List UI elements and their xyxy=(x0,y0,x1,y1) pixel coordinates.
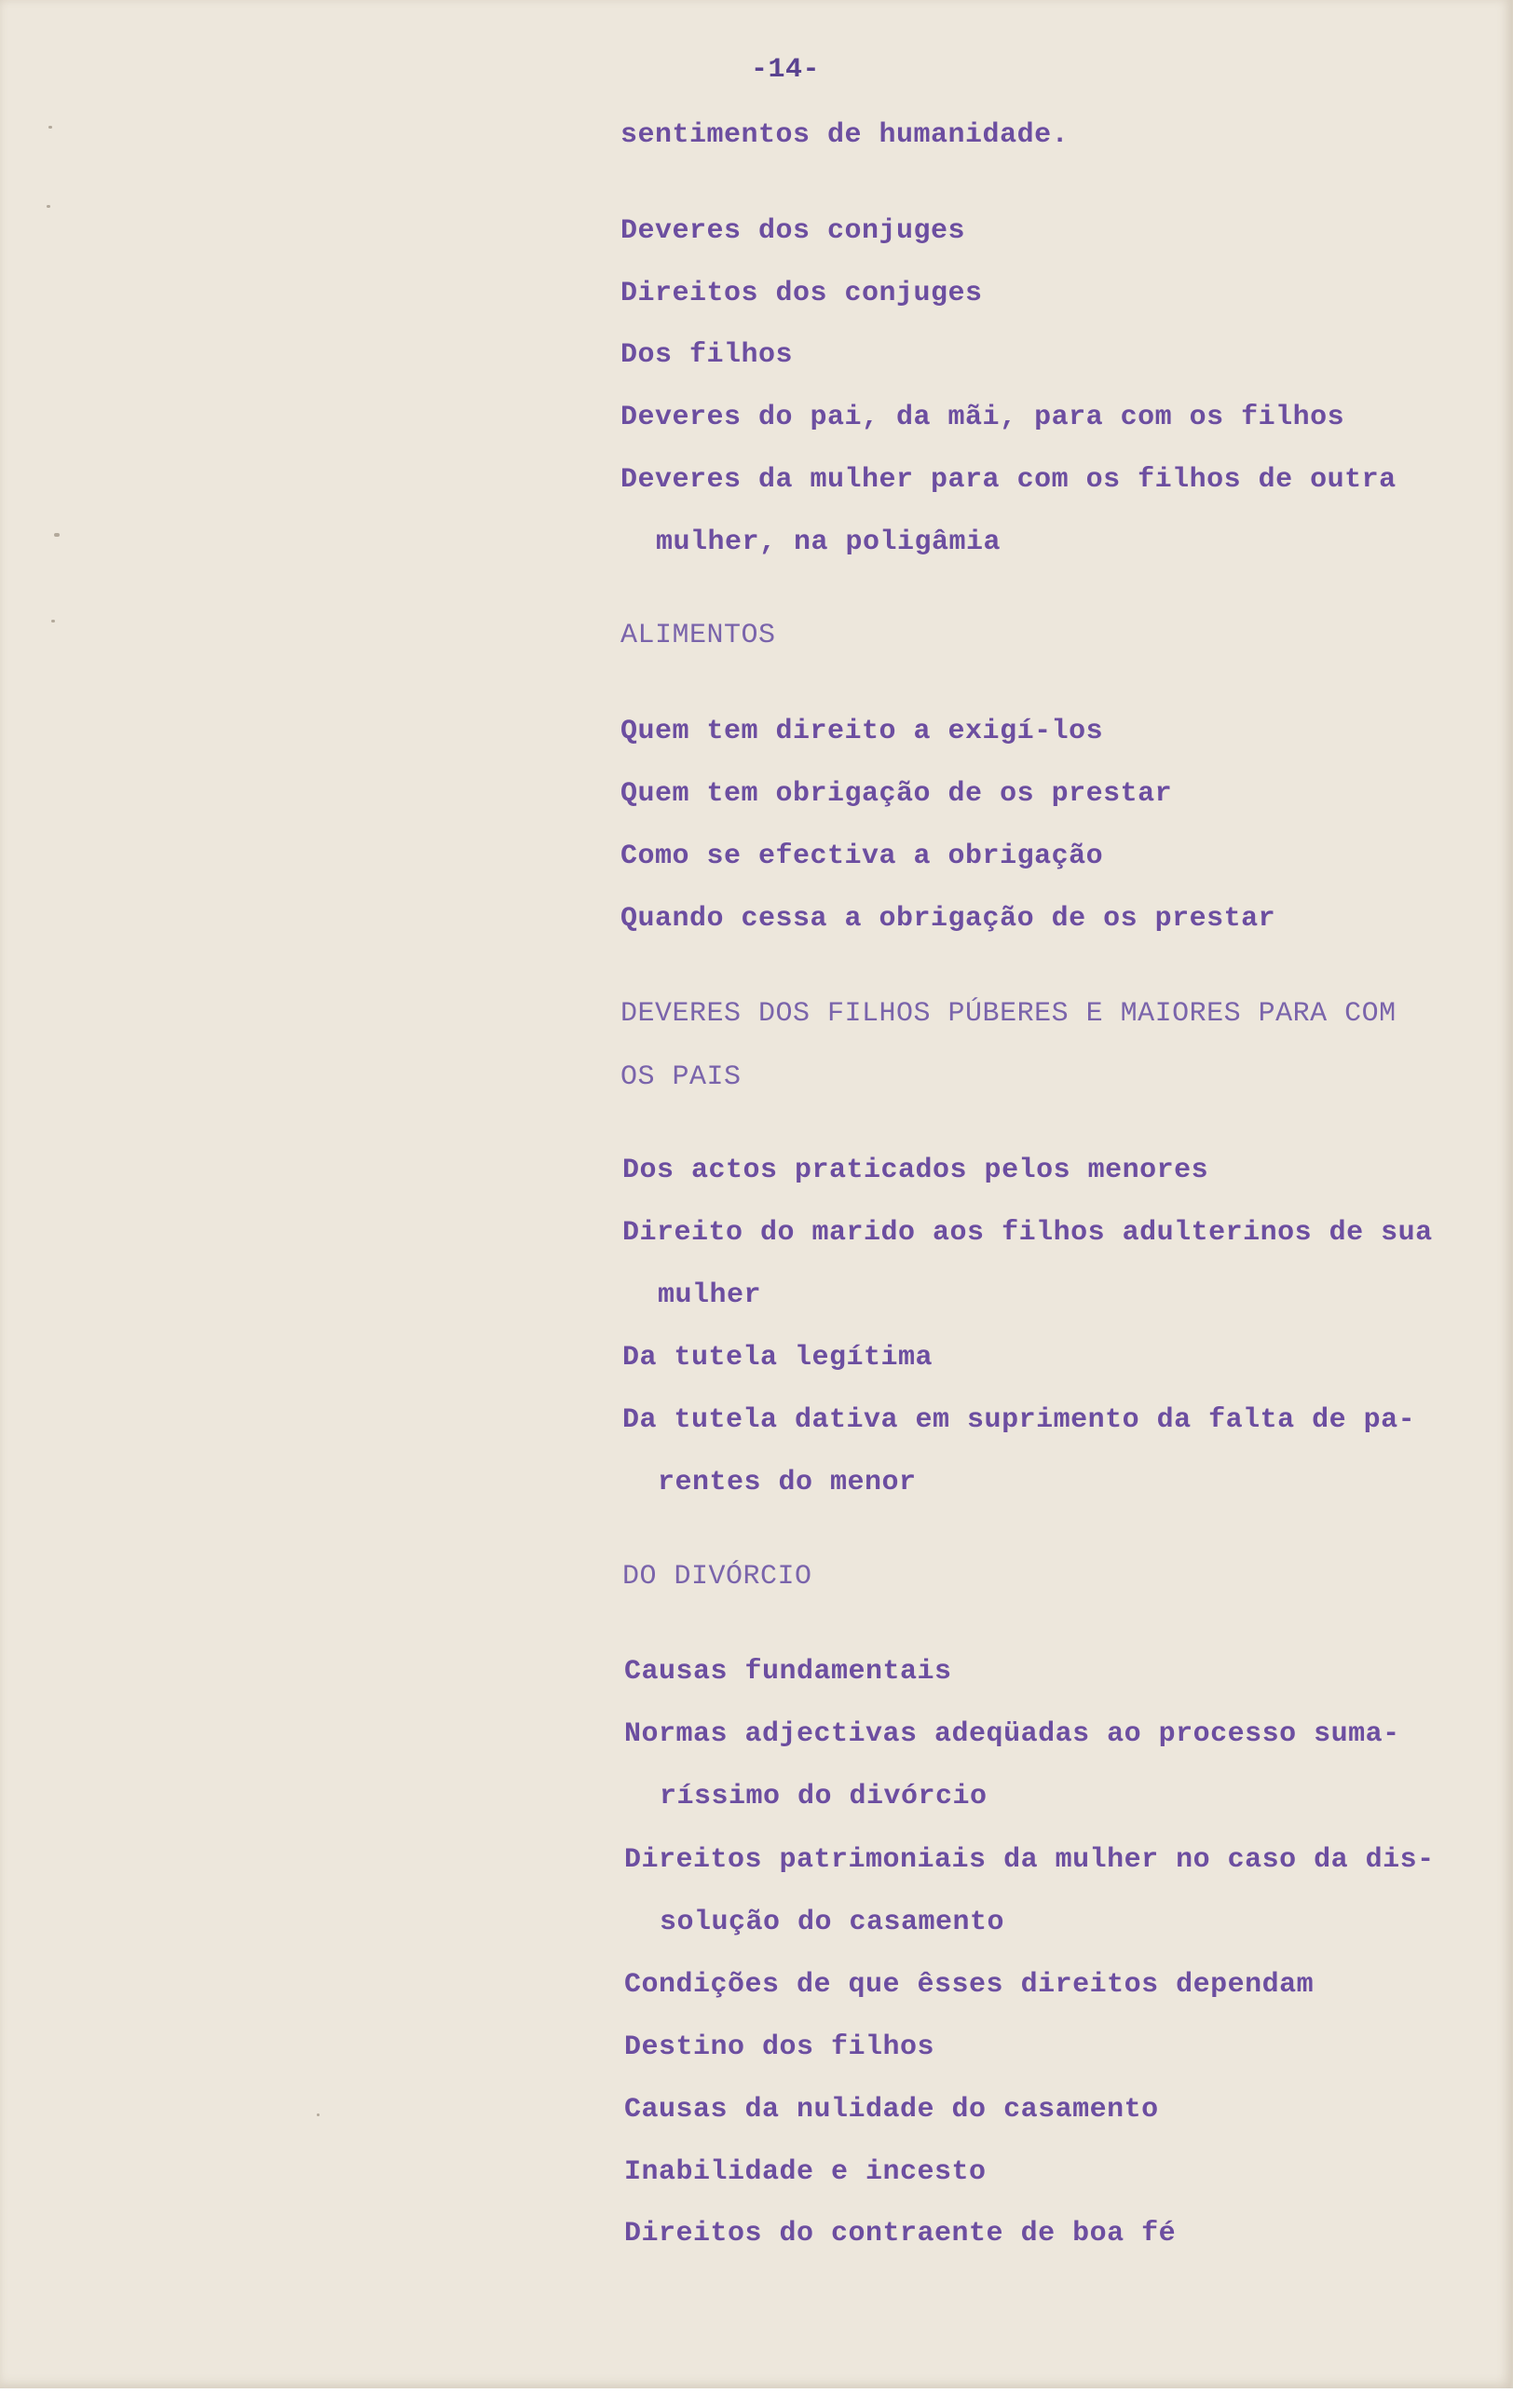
text-line: Dos actos praticados pelos menores xyxy=(622,1155,1209,1186)
text-line: Causas fundamentais xyxy=(624,1656,952,1688)
section-heading: OS PAIS xyxy=(620,1061,742,1093)
section-heading: ALIMENTOS xyxy=(620,620,776,651)
text-line: Da tutela legítima xyxy=(622,1342,934,1374)
text-line: Quem tem obrigação de os prestar xyxy=(620,778,1173,810)
text-line: Deveres da mulher para com os filhos de outra xyxy=(620,464,1397,496)
text-line: solução do casamento xyxy=(660,1907,1005,1938)
text-line: Deveres dos conjuges xyxy=(620,215,966,247)
text-line: mulher, na poligâmia xyxy=(656,527,1002,558)
page-number: -14- xyxy=(751,54,821,86)
text-line: Dos filhos xyxy=(620,339,794,371)
text-line: Quando cessa a obrigação de os prestar xyxy=(620,903,1276,935)
section-heading: DO DIVÓRCIO xyxy=(622,1561,812,1593)
section-heading: DEVERES DOS FILHOS PÚBERES E MAIORES PARA COM xyxy=(620,998,1397,1030)
text-line: sentimentos de humanidade. xyxy=(620,119,1070,151)
text-line: Destino dos filhos xyxy=(624,2031,935,2063)
text-line: ríssimo do divórcio xyxy=(660,1781,988,1812)
text-line: Deveres do pai, da mãi, para com os filhos xyxy=(620,402,1345,433)
text-line: Da tutela dativa em suprimento da falta de pa- xyxy=(622,1404,1416,1436)
text-line: Quem tem direito a exigí-los xyxy=(620,716,1104,747)
text-line: Normas adjectivas adeqüadas ao processo suma- xyxy=(624,1718,1400,1750)
text-line: Condições de que êsses direitos dependam xyxy=(624,1969,1315,2001)
text-line: Direitos dos conjuges xyxy=(620,278,983,309)
text-line: Direitos patrimoniais da mulher no caso da dis- xyxy=(624,1844,1435,1876)
text-line: Causas da nulidade do casamento xyxy=(624,2094,1159,2126)
text-line: mulher xyxy=(658,1279,762,1311)
text-line: Direitos do contraente de boa fé xyxy=(624,2218,1177,2250)
text-line: rentes do menor xyxy=(658,1467,917,1498)
text-line: Direito do marido aos filhos adulterinos de sua xyxy=(622,1217,1433,1249)
text-line: Como se efectiva a obrigação xyxy=(620,841,1104,872)
text-line: Inabilidade e incesto xyxy=(624,2156,987,2188)
